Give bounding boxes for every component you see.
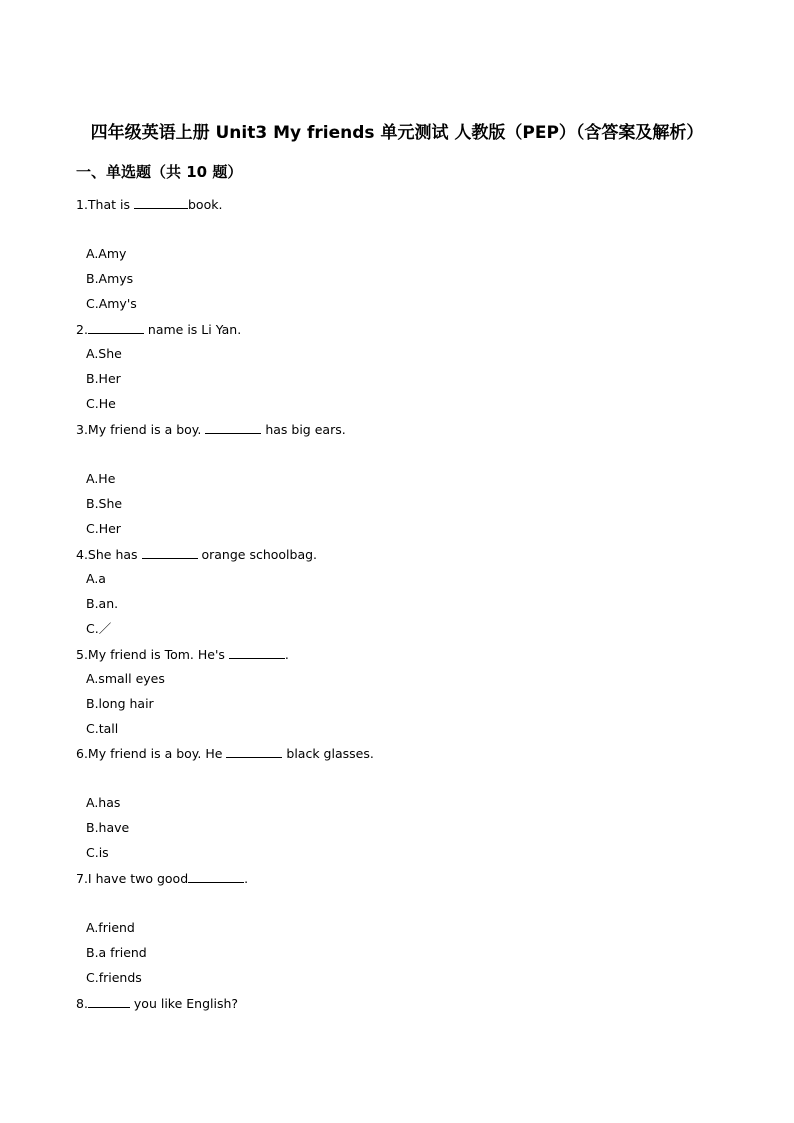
- question-text: has big ears.: [261, 422, 346, 437]
- answer-blank: [226, 745, 282, 758]
- answer-blank: [229, 646, 285, 659]
- question-text: 8.: [76, 996, 88, 1011]
- option: C.is: [86, 845, 109, 860]
- answer-blank: [142, 546, 198, 559]
- option: B.long hair: [86, 696, 154, 711]
- question-text: you like English?: [129, 996, 239, 1011]
- option: C.Her: [86, 521, 121, 536]
- question-4: [76, 546, 317, 563]
- option: B.an.: [86, 596, 119, 611]
- question-text: 6.My friend is a boy. He: [76, 746, 227, 761]
- option: A.He: [86, 471, 116, 486]
- option: C.tall: [86, 721, 119, 736]
- answer-blank: [88, 321, 144, 334]
- page-title: 四年级英语上册 Unit3 My friends 单元测试 人教版（PEP）（含答案及解析）: [90, 123, 704, 143]
- question-text: 1.That is: [76, 197, 134, 212]
- question-text: .: [244, 871, 249, 886]
- option: B.Her: [86, 371, 121, 386]
- option: A.She: [86, 346, 122, 361]
- option: C.／: [86, 621, 112, 636]
- question-7: [76, 870, 248, 887]
- question-2: [76, 321, 241, 338]
- question-3: [76, 421, 346, 438]
- answer-blank: [188, 870, 244, 883]
- question-8: [76, 995, 238, 1012]
- question-text: book.: [187, 197, 223, 212]
- question-text: 7.I have two good: [76, 871, 189, 886]
- option: B.have: [86, 820, 130, 835]
- option: A.has: [86, 795, 121, 810]
- question-text: 3.My friend is a boy.: [76, 422, 206, 437]
- section-heading: 一、单选题（共 10 题）: [76, 163, 243, 181]
- answer-blank: [134, 196, 188, 209]
- question-text: 2.: [76, 322, 88, 337]
- option: B.She: [86, 496, 123, 511]
- option: A.Amy: [86, 246, 127, 261]
- option: A.a: [86, 571, 106, 586]
- question-text: .: [284, 647, 289, 662]
- question-text: name is Li Yan.: [143, 322, 242, 337]
- option: C.friends: [86, 970, 142, 985]
- question-1: [76, 196, 222, 213]
- question-text: 4.She has: [76, 547, 142, 562]
- question-text: 5.My friend is Tom. He's: [76, 647, 229, 662]
- question-5: [76, 646, 289, 663]
- option: B.a friend: [86, 945, 147, 960]
- option: C.Amy's: [86, 296, 137, 311]
- question-text: orange schoolbag.: [197, 547, 318, 562]
- option: A.friend: [86, 920, 135, 935]
- answer-blank: [88, 995, 130, 1008]
- question-text: black glasses.: [282, 746, 374, 761]
- answer-blank: [205, 421, 261, 434]
- option: C.He: [86, 396, 116, 411]
- option: B.Amys: [86, 271, 134, 286]
- question-6: [76, 745, 374, 762]
- option: A.small eyes: [86, 671, 165, 686]
